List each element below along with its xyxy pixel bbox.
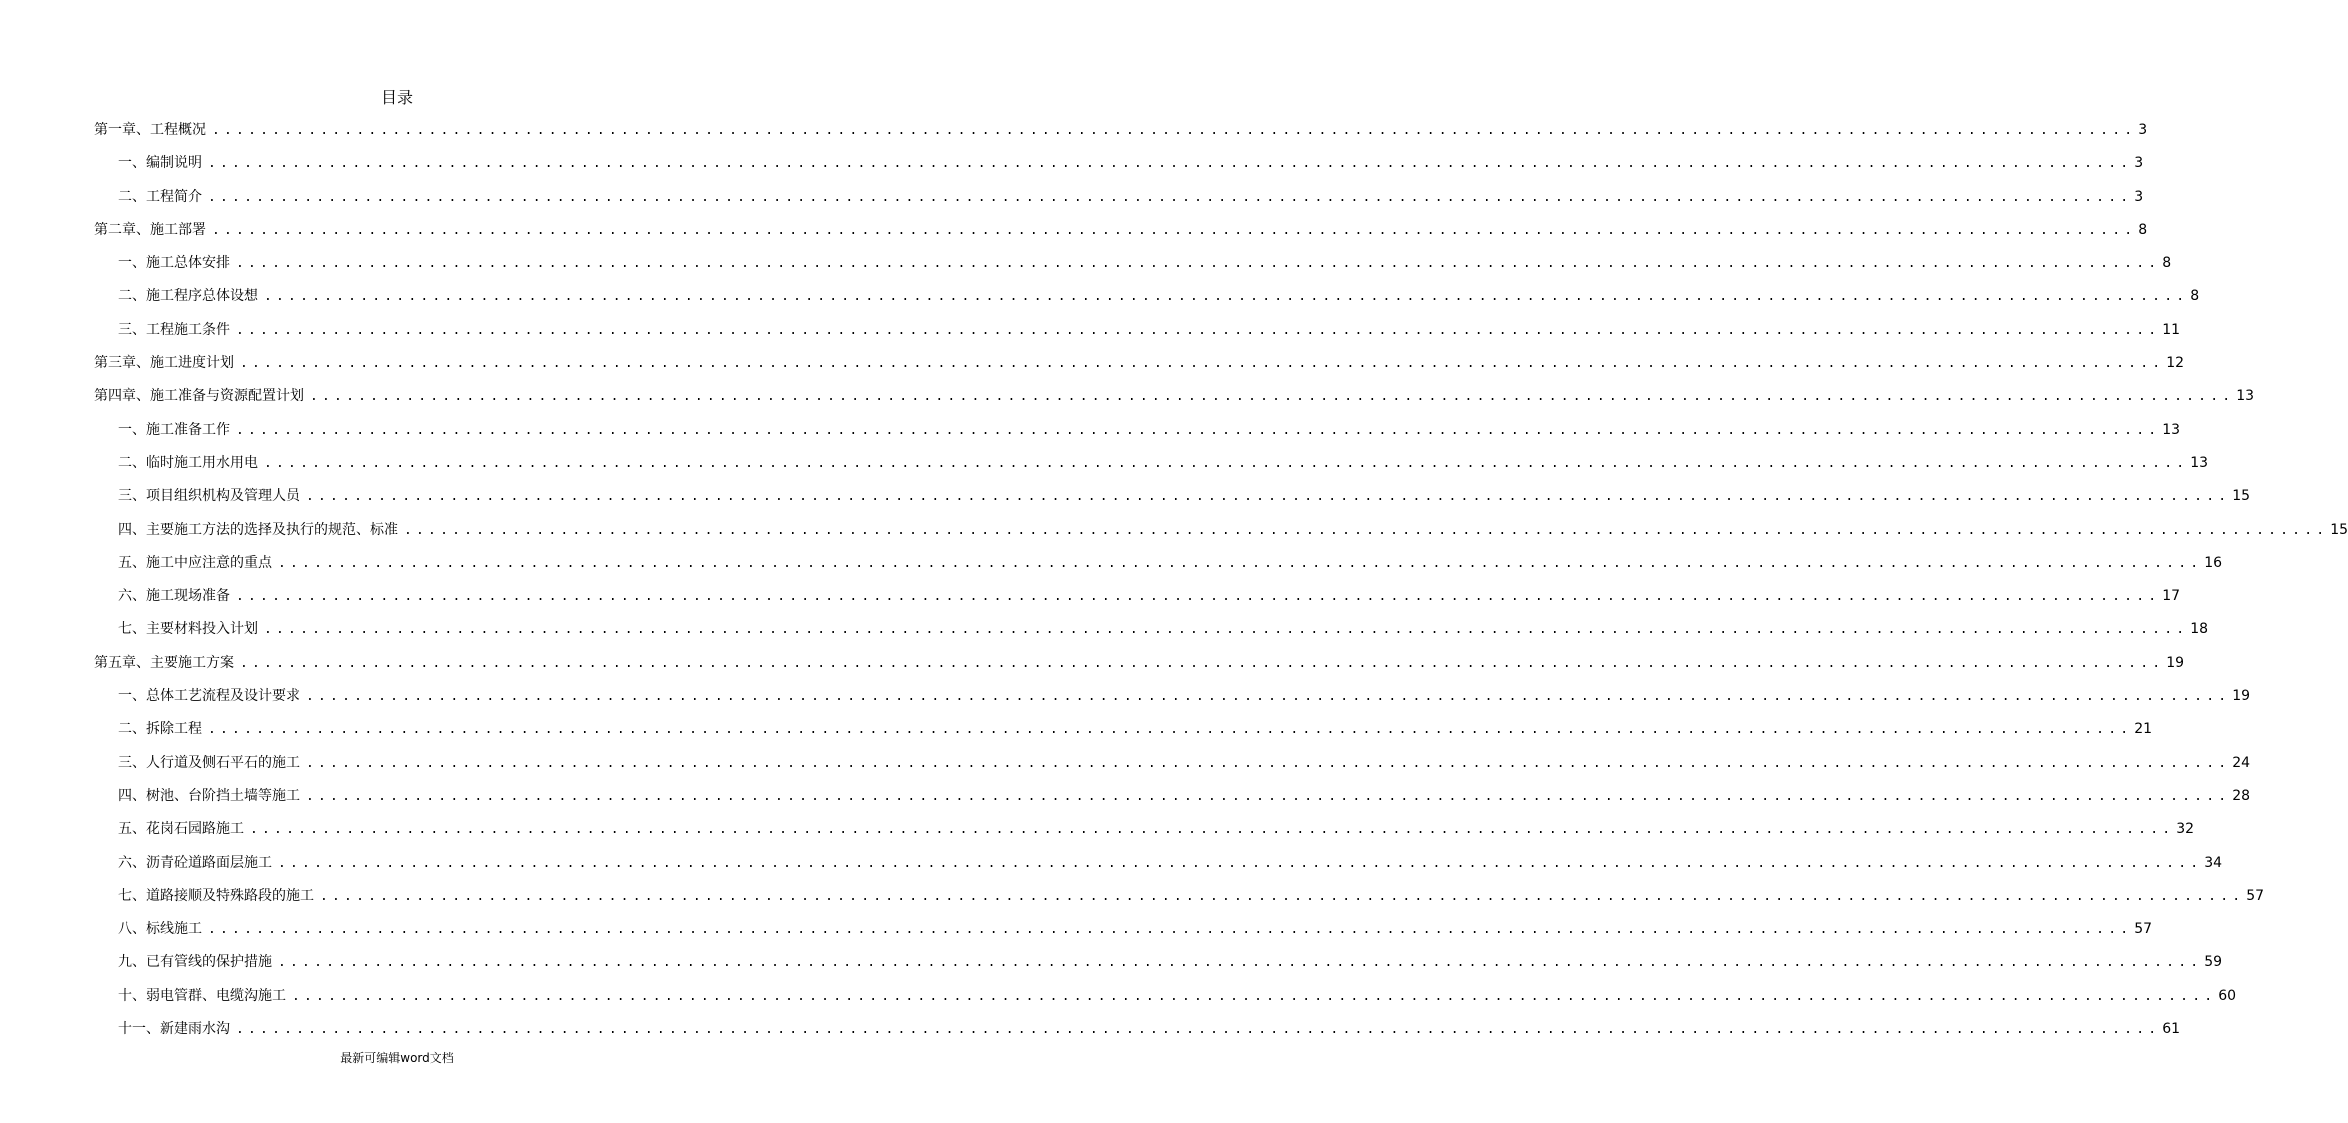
toc-entry-page-number: 34	[2204, 854, 2223, 871]
toc-leader-dots: ................................................................................................................................................................	[240, 356, 2165, 372]
toc-entry-page-number: 3	[2134, 188, 2144, 205]
toc-entry-page-number: 13	[2162, 421, 2181, 438]
toc-entry-label: 五、施工中应注意的重点	[118, 554, 272, 571]
toc-leader-dots: ................................................................................................................................................................	[306, 755, 2231, 771]
toc-leader-dots: ................................................................................................................................................................	[264, 455, 2189, 471]
toc-list	[94, 114, 2348, 1046]
toc-entry[interactable]	[94, 181, 2144, 214]
toc-entry-label: 一、施工准备工作	[118, 421, 230, 438]
toc-entry-page-number: 3	[2134, 155, 2144, 172]
toc-entry[interactable]	[94, 480, 2251, 513]
toc-entry[interactable]	[94, 780, 2251, 813]
toc-entry-page-number: 17	[2162, 588, 2181, 605]
toc-entry-page-number: 15	[2330, 521, 2348, 538]
toc-entry[interactable]	[94, 747, 2251, 780]
toc-entry[interactable]	[94, 247, 2172, 280]
toc-entry[interactable]	[94, 1013, 2181, 1046]
toc-entry-page-number: 28	[2232, 787, 2251, 804]
toc-leader-dots: ................................................................................................................................................................	[236, 589, 2161, 605]
toc-entry[interactable]	[94, 114, 2148, 147]
toc-entry[interactable]	[94, 847, 2223, 880]
toc-leader-dots: ................................................................................................................................................................	[310, 389, 2235, 405]
toc-entry[interactable]	[94, 280, 2200, 313]
toc-entry[interactable]	[94, 613, 2209, 646]
toc-entry-label: 第三章、施工进度计划	[94, 355, 234, 372]
toc-leader-dots: ................................................................................................................................................................	[264, 622, 2189, 638]
toc-entry[interactable]	[94, 946, 2223, 979]
toc-entry[interactable]	[94, 547, 2223, 580]
toc-entry[interactable]	[94, 880, 2265, 913]
toc-entry-label: 一、施工总体安排	[118, 255, 230, 272]
toc-leader-dots: ................................................................................................................................................................	[306, 788, 2231, 804]
toc-leader-dots: ................................................................................................................................................................	[208, 722, 2133, 738]
toc-entry-label: 九、已有管线的保护措施	[118, 954, 272, 971]
toc-entry-label: 四、树池、台阶挡土墙等施工	[118, 787, 300, 804]
toc-entry-page-number: 8	[2162, 255, 2172, 272]
toc-entry-page-number: 12	[2166, 355, 2185, 372]
toc-entry[interactable]	[94, 813, 2195, 846]
toc-leader-dots: ................................................................................................................................................................	[250, 822, 2175, 838]
toc-entry[interactable]	[94, 580, 2181, 613]
toc-leader-dots: ................................................................................................................................................................	[212, 123, 2137, 138]
toc-entry-page-number: 13	[2190, 454, 2209, 471]
toc-entry-label: 七、主要材料投入计划	[118, 621, 258, 638]
toc-entry-page-number: 32	[2176, 821, 2195, 838]
toc-leader-dots: ................................................................................................................................................................	[278, 555, 2203, 571]
toc-entry-page-number: 18	[2190, 621, 2209, 638]
toc-entry[interactable]	[94, 347, 2185, 380]
toc-entry-page-number: 13	[2236, 388, 2255, 405]
toc-entry[interactable]	[94, 214, 2148, 247]
toc-leader-dots: ................................................................................................................................................................	[292, 988, 2217, 1004]
toc-leader-dots: ................................................................................................................................................................	[278, 855, 2203, 871]
toc-entry[interactable]	[94, 380, 2255, 413]
toc-entry-label: 第二章、施工部署	[94, 221, 206, 238]
toc-entry-label: 三、项目组织机构及管理人员	[118, 488, 300, 505]
toc-entry-label: 一、总体工艺流程及设计要求	[118, 688, 300, 705]
toc-entry-label: 二、临时施工用水用电	[118, 454, 258, 471]
toc-leader-dots: ................................................................................................................................................................	[236, 322, 2161, 338]
toc-leader-dots: ................................................................................................................................................................	[306, 489, 2231, 505]
toc-entry-page-number: 59	[2204, 954, 2223, 971]
toc-entry-label: 六、施工现场准备	[118, 588, 230, 605]
toc-entry[interactable]	[94, 147, 2144, 180]
toc-entry[interactable]	[94, 647, 2185, 680]
toc-entry-label: 十一、新建雨水沟	[118, 1021, 230, 1038]
toc-entry-label: 第四章、施工准备与资源配置计划	[94, 388, 304, 405]
toc-entry[interactable]	[94, 713, 2153, 746]
toc-entry-label: 二、施工程序总体设想	[118, 288, 258, 305]
toc-entry-label: 十、弱电管群、电缆沟施工	[118, 987, 286, 1004]
toc-leader-dots: ................................................................................................................................................................	[240, 655, 2165, 671]
toc-leader-dots: ................................................................................................................................................................	[236, 256, 2161, 272]
toc-entry-label: 一、编制说明	[118, 155, 202, 172]
toc-entry[interactable]	[94, 913, 2153, 946]
toc-entry-page-number: 24	[2232, 754, 2251, 771]
toc-entry[interactable]	[94, 980, 2237, 1013]
toc-entry-label: 三、工程施工条件	[118, 321, 230, 338]
toc-entry-page-number: 57	[2134, 921, 2153, 938]
toc-entry-page-number: 60	[2218, 987, 2237, 1004]
toc-leader-dots: ................................................................................................................................................................	[404, 522, 2329, 538]
toc-entry-page-number: 21	[2134, 721, 2153, 738]
toc-entry-page-number: 19	[2166, 654, 2185, 671]
toc-entry-label: 四、主要施工方法的选择及执行的规范、标准	[118, 521, 398, 538]
toc-entry-label: 二、工程简介	[118, 188, 202, 205]
toc-leader-dots: ................................................................................................................................................................	[264, 289, 2189, 305]
toc-entry-label: 第一章、工程概况	[94, 122, 206, 138]
toc-entry[interactable]	[94, 447, 2209, 480]
toc-leader-dots: ................................................................................................................................................................	[236, 1022, 2161, 1038]
toc-entry-page-number: 16	[2204, 554, 2223, 571]
toc-entry-page-number: 15	[2232, 488, 2251, 505]
toc-entry-page-number: 8	[2138, 221, 2148, 238]
toc-leader-dots: ................................................................................................................................................................	[208, 922, 2133, 938]
toc-entry[interactable]	[94, 680, 2251, 713]
toc-leader-dots: ................................................................................................................................................................	[208, 189, 2133, 205]
toc-entry-page-number: 11	[2162, 321, 2181, 338]
toc-leader-dots: ................................................................................................................................................................	[320, 888, 2245, 904]
toc-entry[interactable]	[94, 314, 2181, 347]
toc-entry-label: 二、拆除工程	[118, 721, 202, 738]
toc-entry-page-number: 3	[2138, 122, 2148, 138]
toc-entry[interactable]	[94, 514, 2348, 547]
toc-entry-label: 六、沥青砼道路面层施工	[118, 854, 272, 871]
toc-entry-label: 八、标线施工	[118, 921, 202, 938]
toc-leader-dots: ................................................................................................................................................................	[306, 689, 2231, 705]
toc-entry-page-number: 61	[2162, 1021, 2181, 1038]
toc-entry-label: 第五章、主要施工方案	[94, 654, 234, 671]
toc-title: 目录	[380, 88, 413, 107]
toc-entry-page-number: 8	[2190, 288, 2200, 305]
page-footer: 最新可编辑word文档	[340, 1051, 454, 1065]
toc-entry-label: 五、花岗石园路施工	[118, 821, 244, 838]
toc-leader-dots: ................................................................................................................................................................	[212, 222, 2137, 238]
toc-leader-dots: ................................................................................................................................................................	[278, 955, 2203, 971]
toc-entry[interactable]	[94, 414, 2181, 447]
toc-leader-dots: ................................................................................................................................................................	[208, 156, 2133, 172]
toc-entry-page-number: 57	[2246, 887, 2265, 904]
toc-entry-label: 三、人行道及侧石平石的施工	[118, 754, 300, 771]
toc-entry-page-number: 19	[2232, 688, 2251, 705]
toc-leader-dots: ................................................................................................................................................................	[236, 422, 2161, 438]
toc-entry-label: 七、道路接顺及特殊路段的施工	[118, 887, 314, 904]
